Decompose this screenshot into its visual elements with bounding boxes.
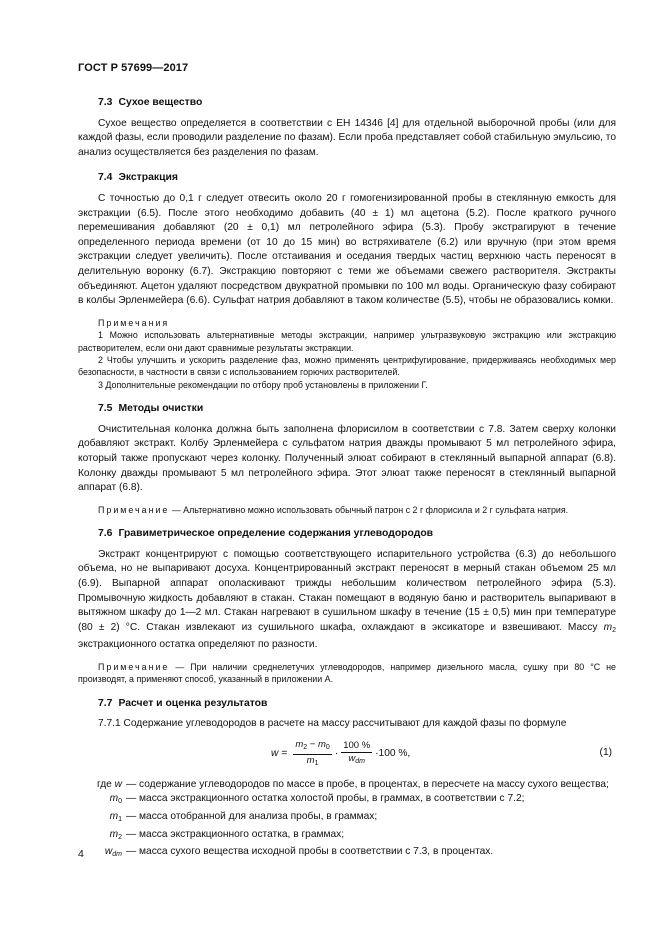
section-heading-7-6: 7.6 Гравиметрическое определение содержания углеводородов	[98, 528, 434, 540]
section-text-7-6: Экстракт концентрируют с помощью соответствующего испарительного устройства (6.3) до небольшого объема, но не выпаривают досуха. Концентрированный экстракт переносят в мерный стакан объемом 25 мл (6.9). Выпарной аппарат ополаскивают трижды небольшим количеством петролейного эфира (5.3). Промывочную жидкость добавляют в стакан. Стакан помещают в водяную баню и растворитель выпаривают в вытяжном шкафу до 1—2 мл. Стакан нагревают в сушильном шкафу в течение (15 ± 0,5) мин при температуре (80 ± 2) °С. Стакан извлекают из сушильного шкафа, охлаждают в эксикаторе и взвешивают. Массу $m_2$ экстракционного остатка определяют по разности.	[78, 548, 616, 651]
definition-item: $m_0$ — масса экстракционного остатка холостой пробы, в граммах, в соответствии с 7.2;	[109, 793, 525, 806]
notes-title: Примечания	[98, 317, 170, 328]
note-item: 3 Дополнительные рекомендации по отбору проб установлены в приложении Г.	[98, 379, 428, 390]
fraction-dry-matter: $\frac{100 \%}{w_{dm}}$	[343, 740, 371, 766]
formula-number: (1)	[599, 746, 612, 758]
note-7-6: Примечание — При наличии среднелетучих углеводородов, например дизельного масла, сушку при 80 °С не производят, а применяют способ, указанный в приложении А.	[78, 661, 616, 685]
notes-7-4	[78, 317, 616, 391]
section-heading-7-7: 7.7 Расчет и оценка результатов	[98, 697, 268, 709]
section-text-7-4: С точностью до 0,1 г следует отвесить около 20 г гомогенизированной пробы в стеклянную емкость для экстракции (6.5). После этого необходимо добавить (40 ± 1) мл ацетона (5.2). После краткого ручного перемешивания добавляют (20 ± 0,1) мл петролейного эфира (5.3). Пробу экстрагируют в течение определенного периода времени (от 10 до 15 мин) во встряхивателе (6.2) или вручную (при этом время экстракции следует увеличить). После отстаивания и оседания твердых частиц верхнюю часть переносят в делительную воронку (6.7). Экстракцию повторяют с теми же объемами свежего растворителя. Экстракты объединяют. Ацетон удаляют посредством двукратной промывки по 100 мл воды. Органическую фазу собирают в колбы Эрленмейера (6.6). Сульфат натрия добавляют в таком количестве (5.5), чтобы не образовались комки.	[78, 192, 616, 307]
section-text-7-5: Очистительная колонка должна быть заполнена флорисилом в соответствии с 7.8. Затем сверху колонки добавляют экстракт. Колбу Эрленмейера с сульфатом натрия дважды промывают 5 мл петролейного эфира, который также пропускают через колонку. Полученный элюат собирают в стеклянный выпарной аппарат (6.8). Колонку дважды промывают 5 мл петролейного эфира. Этот элюат также переносят в стеклянный выпарной аппарат (6.8).	[78, 423, 616, 494]
document-body	[78, 96, 616, 863]
document-header: ГОСТ Р 57699—2017	[78, 62, 189, 74]
section-heading-7-3: 7.3 Сухое вещество	[98, 97, 203, 108]
variable-definitions	[78, 778, 616, 863]
note-item: 2 Чтобы улучшить и ускорить разделение фаз, можно применять центрифугирование, придерживаясь необходимых мер безопасности, в частности в связи с использованием горючих растворителей.	[78, 354, 616, 378]
note-item: 1 Можно использовать альтернативные методы экстракции, например ультразвуковую экстракцию или экстракцию растворителем, если они дают сравнимые результаты экстракции.	[78, 330, 616, 353]
definition-item: $w_{dm}$ — масса сухого вещества исходной пробы в соответствии с 7.3, в процентах.	[104, 846, 494, 859]
definition-item: $m_2$ — масса экстракционного остатка, в граммах;	[109, 828, 345, 841]
fraction-mass: $\frac{m_2 - m_0}{m_1}$	[295, 738, 330, 767]
formula-expression: w = $\frac{m_2 - m_0}{m_1}$ · $\frac{100 \%}{w_{dm}}$ ·100 %,	[271, 739, 410, 770]
definition-item: $m_1$ — масса отобранной для анализа пробы, в граммах;	[109, 811, 378, 824]
section-heading-7-4: 7.4 Экстракция	[98, 172, 178, 184]
section-text-7-7-1: 7.7.1 Содержание углеводородов в расчете на массу рассчитывают для каждой фазы по формуле	[98, 718, 567, 730]
section-heading-7-5: 7.5 Методы очистки	[98, 403, 204, 415]
section-text-7-3: Сухое вещество определяется в соответствии с ЕН 14346 [4] для отдельной выборочной пробы (или для каждой фазы, если проводили разделение по фазам). Если проба представляет собой стабильную эмульсию, то анализ осуществляется без разделения по фазам.	[78, 117, 616, 158]
formula-1	[78, 736, 616, 774]
note-7-5: Примечание — Альтернативно можно использовать обычный патрон с 2 г флорисила и 2 г сульфата натрия.	[98, 504, 569, 515]
definition-item: где w — содержание углеводородов по массе в пробе, в процентах, в пересчете на массу сухого вещества;	[96, 778, 609, 790]
page-number: 4	[78, 848, 84, 860]
